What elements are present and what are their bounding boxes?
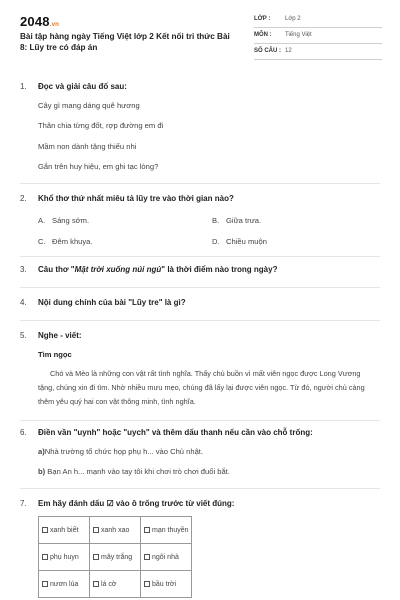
question-number: 1. — [20, 82, 27, 91]
checkbox-icon[interactable] — [42, 554, 48, 560]
passage-title: Tìm ngọc — [38, 350, 72, 359]
question-number: 6. — [20, 428, 27, 437]
question-text: Điền vần "uynh" hoặc "uych" và thêm dấu thanh nếu cần vào chỗ trống: — [38, 428, 313, 437]
divider — [20, 183, 380, 184]
grid-cell[interactable]: bầu trời — [141, 571, 192, 598]
table-row — [39, 544, 192, 571]
question-text: Nghe - viết: — [38, 331, 82, 340]
answer-option-a[interactable]: A. Sáng sớm. — [38, 216, 90, 225]
answer-option-b[interactable]: B. Giữa trưa. — [212, 216, 262, 225]
grid-cell[interactable]: phụ huyn — [39, 544, 90, 571]
grid-cell[interactable]: mây trắng — [90, 544, 141, 571]
riddle-line: Cây gì mang dáng quê hương — [38, 101, 140, 110]
divider — [20, 420, 380, 421]
answer-option-d[interactable]: D. Chiều muộn — [212, 237, 267, 246]
divider — [20, 320, 380, 321]
question-text: Khổ thơ thứ nhất miêu tả lũy tre vào thời gian nào? — [38, 194, 234, 203]
grid-cell[interactable]: mạn thuyền — [141, 517, 192, 544]
question-number: 5. — [20, 331, 27, 340]
document-title: Bài tập hàng ngày Tiếng Việt lớp 2 Kết nối tri thức Bài 8: Lũy tre có đáp án — [20, 32, 230, 52]
divider — [20, 488, 380, 489]
divider — [20, 287, 380, 288]
checkbox-icon[interactable] — [93, 581, 99, 587]
checkbox-icon[interactable] — [144, 527, 150, 533]
question-text: Em hãy đánh dấu ☑ vào ô trống trước từ viết đúng: — [38, 499, 235, 508]
fill-item-b: b) Bạn An h... mạnh vào tay tôi khi chơi trò chơi đuổi bắt. — [38, 467, 230, 476]
answer-option-c[interactable]: C. Đêm khuya. — [38, 237, 93, 246]
question-text: Đọc và giải câu đố sau: — [38, 82, 127, 91]
meta-row-class: LỚP : Lớp 2 — [254, 12, 382, 28]
grid-cell[interactable]: nươn lúa — [39, 571, 90, 598]
table-row — [39, 571, 192, 598]
dictation-passage: Chó và Mèo là những con vật rất tình nghĩa. Thấy chủ buồn vì mất viên ngọc được Long Vương tặng, chúng xin đi tìm. Nhờ nhiều mưu mẹo, chúng đã lấy lại được viên ngọc. Từ đó, người chủ càng thêm yêu quý hai con vật thông minh, tình nghĩa. — [38, 369, 365, 406]
checkbox-icon[interactable] — [144, 554, 150, 560]
word-check-grid — [38, 516, 192, 598]
divider — [20, 256, 380, 257]
checkbox-icon[interactable] — [93, 554, 99, 560]
checkbox-icon[interactable] — [42, 527, 48, 533]
grid-cell[interactable]: lá cờ — [90, 571, 141, 598]
question-number: 2. — [20, 194, 27, 203]
site-logo[interactable]: 2048.vn — [20, 14, 60, 29]
question-text: Nội dung chính của bài "Lũy tre" là gì? — [38, 298, 186, 307]
question-number: 3. — [20, 265, 27, 274]
fill-item-a: a)Nhà trường tổ chức họp phụ h... vào Chủ nhật. — [38, 447, 204, 456]
table-row — [39, 517, 192, 544]
checkbox-icon[interactable] — [144, 581, 150, 587]
riddle-line: Thân chia từng đốt, rợp đường em đi — [38, 121, 164, 130]
question-number: 4. — [20, 298, 27, 307]
checkbox-icon[interactable] — [42, 581, 48, 587]
question-number: 7. — [20, 499, 27, 508]
checkbox-icon[interactable] — [93, 527, 99, 533]
riddle-line: Gắn trên huy hiệu, em ghi tạc lòng? — [38, 162, 159, 171]
question-text: Câu thơ "Mặt trời xuống núi ngủ" là thời điểm nào trong ngày? — [38, 265, 278, 274]
meta-row-question-count: SỐ CÂU : 12 — [254, 44, 382, 60]
grid-cell[interactable]: xanh xao — [90, 517, 141, 544]
document-header — [0, 0, 400, 70]
grid-cell[interactable]: xanh biết — [39, 517, 90, 544]
meta-row-subject: MÔN : Tiếng Việt — [254, 28, 382, 44]
riddle-line: Mầm non dành tặng thiếu nhi — [38, 142, 137, 151]
grid-cell[interactable]: ngôi nhà — [141, 544, 192, 571]
